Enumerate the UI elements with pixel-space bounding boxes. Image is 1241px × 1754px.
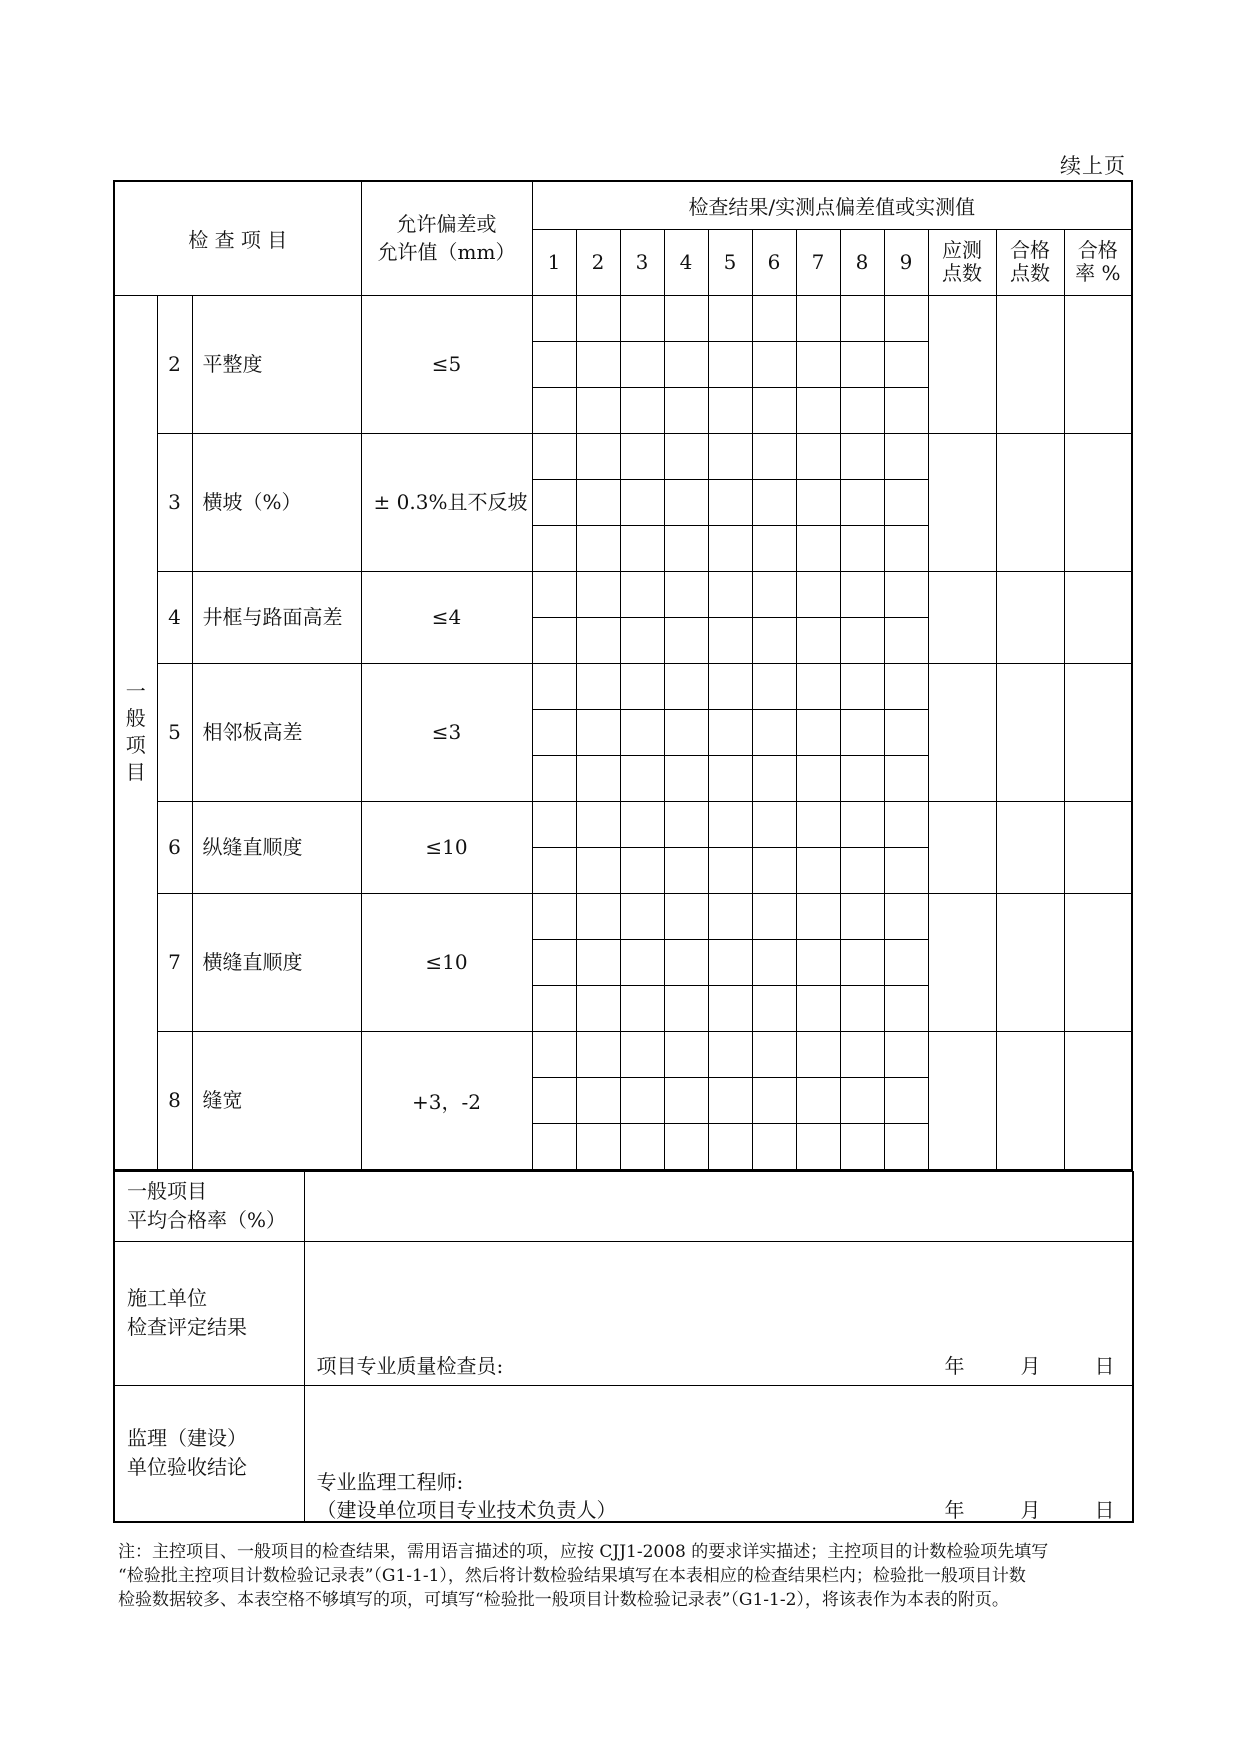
measurement-cell[interactable] xyxy=(796,571,840,617)
construction-line2: 检查评定结果 xyxy=(127,1315,247,1339)
item-tolerance: ≤3 xyxy=(361,663,532,801)
supervision-line1: 监理（建设） xyxy=(127,1426,247,1451)
avg-rate-value[interactable] xyxy=(304,1171,1133,1241)
measurement-cell[interactable] xyxy=(884,433,928,479)
measurement-cell[interactable] xyxy=(796,1031,840,1077)
table-row xyxy=(114,801,1132,847)
measurement-cell[interactable] xyxy=(532,1077,576,1123)
header-point-6: 6 xyxy=(752,229,796,295)
measurement-cell[interactable] xyxy=(576,755,620,801)
measurement-cell[interactable] xyxy=(752,847,796,893)
header-should-measure-line1: 应测 xyxy=(942,238,983,262)
engineer-month: 月 xyxy=(1020,1497,1041,1522)
measurement-cell[interactable] xyxy=(620,341,664,387)
measurement-cell[interactable] xyxy=(532,985,576,1031)
measurement-cell[interactable] xyxy=(884,663,928,709)
table-row xyxy=(114,1031,1132,1077)
header-tolerance-line1: 允许偏差或 xyxy=(396,212,497,237)
measurement-cell[interactable] xyxy=(576,571,620,617)
measurement-cell[interactable] xyxy=(840,1123,884,1170)
measurement-cell[interactable] xyxy=(532,571,576,617)
item-tolerance: ≤5 xyxy=(361,295,532,433)
measurement-cell[interactable] xyxy=(708,1077,752,1123)
measurement-cell[interactable] xyxy=(796,295,840,341)
measurement-cell[interactable] xyxy=(576,341,620,387)
header-point-1: 1 xyxy=(532,229,576,295)
header-qualified-points-line2: 点数 xyxy=(1010,261,1051,285)
qualified-points-cell[interactable] xyxy=(996,893,1064,1031)
measurement-cell[interactable] xyxy=(884,847,928,893)
footnote-line: “检验批主控项目计数检验记录表”（G1-1-1），然后将计数检验结果填写在本表相应的检查结果栏内；检验批一般项目计数 xyxy=(118,1566,1026,1586)
measurement-cell[interactable] xyxy=(532,525,576,571)
should-measure-cell[interactable] xyxy=(928,801,996,893)
item-tolerance: ≤10 xyxy=(361,893,532,1031)
measurement-cell[interactable] xyxy=(532,387,576,433)
measurement-cell[interactable] xyxy=(796,755,840,801)
qualified-points-cell[interactable] xyxy=(996,433,1064,571)
measurement-cell[interactable] xyxy=(840,479,884,525)
item-name: 缝宽 xyxy=(192,1031,361,1170)
group-label-char: 目 xyxy=(125,760,146,784)
header-tolerance-line2: 允许值（mm） xyxy=(377,240,516,265)
measurement-cell[interactable] xyxy=(708,663,752,709)
measurement-cell[interactable] xyxy=(620,433,664,479)
measurement-cell[interactable] xyxy=(796,479,840,525)
measurement-cell[interactable] xyxy=(708,985,752,1031)
measurement-cell[interactable] xyxy=(576,387,620,433)
measurement-cell[interactable] xyxy=(752,939,796,985)
measurement-cell[interactable] xyxy=(796,1077,840,1123)
header-qualified-rate-line1: 合格 xyxy=(1077,238,1118,262)
continued-label: 续上页 xyxy=(1060,154,1126,178)
measurement-cell[interactable] xyxy=(664,525,708,571)
measurement-cell[interactable] xyxy=(884,341,928,387)
item-number: 6 xyxy=(157,801,192,893)
measurement-cell[interactable] xyxy=(532,295,576,341)
header-qualified-points-line1: 合格 xyxy=(1010,238,1051,262)
avg-rate-line2: 平均合格率（%） xyxy=(127,1208,287,1232)
measurement-cell[interactable] xyxy=(796,985,840,1031)
engineer-year: 年 xyxy=(944,1497,965,1522)
measurement-cell[interactable] xyxy=(752,479,796,525)
measurement-cell[interactable] xyxy=(664,1031,708,1077)
header-qualified-rate-line2: 率 % xyxy=(1075,261,1121,285)
header-result: 检查结果/实测点偏差值或实测值 xyxy=(532,181,1132,229)
measurement-cell[interactable] xyxy=(752,755,796,801)
group-label xyxy=(114,295,157,1170)
measurement-cell[interactable] xyxy=(708,479,752,525)
measurement-cell[interactable] xyxy=(796,617,840,663)
measurement-cell[interactable] xyxy=(752,571,796,617)
should-measure-cell[interactable] xyxy=(928,663,996,801)
qualified-rate-cell[interactable] xyxy=(1064,893,1132,1031)
item-name: 纵缝直顺度 xyxy=(192,801,361,893)
measurement-cell[interactable] xyxy=(620,617,664,663)
inspector-label: 项目专业质量检查员: xyxy=(316,1353,504,1378)
measurement-cell[interactable] xyxy=(532,1031,576,1077)
measurement-cell[interactable] xyxy=(620,571,664,617)
header-point-3: 3 xyxy=(620,229,664,295)
item-tolerance: ± 0.3%且不反坡 xyxy=(361,433,532,571)
measurement-cell[interactable] xyxy=(576,893,620,939)
measurement-cell[interactable] xyxy=(708,847,752,893)
measurement-cell[interactable] xyxy=(576,985,620,1031)
measurement-cell[interactable] xyxy=(576,709,620,755)
measurement-cell[interactable] xyxy=(664,893,708,939)
measurement-cell[interactable] xyxy=(620,709,664,755)
item-number: 8 xyxy=(157,1031,192,1170)
measurement-cell[interactable] xyxy=(576,1123,620,1170)
inspection-table xyxy=(113,180,1133,1171)
inspector-month: 月 xyxy=(1020,1353,1041,1378)
measurement-cell[interactable] xyxy=(708,571,752,617)
measurement-cell[interactable] xyxy=(708,1123,752,1170)
measurement-cell[interactable] xyxy=(620,985,664,1031)
item-name: 井框与路面高差 xyxy=(192,571,361,663)
measurement-cell[interactable] xyxy=(884,479,928,525)
measurement-cell[interactable] xyxy=(884,709,928,755)
inspection-form xyxy=(113,180,1134,1523)
supervision-result[interactable] xyxy=(304,1385,1133,1522)
group-label-char: 项 xyxy=(125,733,146,757)
header-point-8: 8 xyxy=(840,229,884,295)
measurement-cell[interactable] xyxy=(664,985,708,1031)
measurement-cell[interactable] xyxy=(708,1031,752,1077)
measurement-cell[interactable] xyxy=(576,479,620,525)
header-should-measure-line2: 点数 xyxy=(942,261,983,285)
item-name: 横坡（%） xyxy=(192,433,361,571)
measurement-cell[interactable] xyxy=(664,479,708,525)
item-number: 5 xyxy=(157,663,192,801)
measurement-cell[interactable] xyxy=(840,571,884,617)
qualified-points-cell[interactable] xyxy=(996,571,1064,663)
measurement-cell[interactable] xyxy=(840,1077,884,1123)
measurement-cell[interactable] xyxy=(576,801,620,847)
measurement-cell[interactable] xyxy=(620,295,664,341)
measurement-cell[interactable] xyxy=(840,341,884,387)
measurement-cell[interactable] xyxy=(708,387,752,433)
measurement-cell[interactable] xyxy=(708,525,752,571)
measurement-cell[interactable] xyxy=(532,893,576,939)
measurement-cell[interactable] xyxy=(708,341,752,387)
measurement-cell[interactable] xyxy=(752,433,796,479)
item-number: 7 xyxy=(157,893,192,1031)
group-label-char: 一 xyxy=(125,679,146,703)
measurement-cell[interactable] xyxy=(884,525,928,571)
measurement-cell[interactable] xyxy=(532,801,576,847)
qualified-rate-cell[interactable] xyxy=(1064,571,1132,663)
measurement-cell[interactable] xyxy=(664,755,708,801)
measurement-cell[interactable] xyxy=(576,295,620,341)
measurement-cell[interactable] xyxy=(620,801,664,847)
item-number: 4 xyxy=(157,571,192,663)
item-number: 3 xyxy=(157,433,192,571)
measurement-cell[interactable] xyxy=(664,801,708,847)
measurement-cell[interactable] xyxy=(752,295,796,341)
header-point-9: 9 xyxy=(884,229,928,295)
measurement-cell[interactable] xyxy=(884,295,928,341)
measurement-cell[interactable] xyxy=(576,525,620,571)
measurement-cell[interactable] xyxy=(708,939,752,985)
supervision-label xyxy=(114,1385,304,1522)
measurement-cell[interactable] xyxy=(664,1077,708,1123)
measurement-cell[interactable] xyxy=(576,939,620,985)
measurement-cell[interactable] xyxy=(620,1077,664,1123)
measurement-cell[interactable] xyxy=(752,387,796,433)
measurement-cell[interactable] xyxy=(752,1031,796,1077)
supervision-line2: 单位验收结论 xyxy=(127,1455,247,1480)
measurement-cell[interactable] xyxy=(884,571,928,617)
item-name: 平整度 xyxy=(192,295,361,433)
measurement-cell[interactable] xyxy=(664,295,708,341)
measurement-cell[interactable] xyxy=(620,663,664,709)
measurement-cell[interactable] xyxy=(884,801,928,847)
measurement-cell[interactable] xyxy=(796,663,840,709)
measurement-cell[interactable] xyxy=(796,893,840,939)
measurement-cell[interactable] xyxy=(884,387,928,433)
measurement-cell[interactable] xyxy=(840,893,884,939)
measurement-cell[interactable] xyxy=(664,663,708,709)
measurement-cell[interactable] xyxy=(752,1077,796,1123)
measurement-cell[interactable] xyxy=(840,1031,884,1077)
construction-label xyxy=(114,1241,304,1385)
measurement-cell[interactable] xyxy=(532,939,576,985)
table-row xyxy=(114,893,1132,939)
measurement-cell[interactable] xyxy=(620,1123,664,1170)
measurement-cell[interactable] xyxy=(796,801,840,847)
measurement-cell[interactable] xyxy=(840,755,884,801)
table-row xyxy=(114,663,1132,709)
measurement-cell[interactable] xyxy=(796,1123,840,1170)
measurement-cell[interactable] xyxy=(620,847,664,893)
measurement-cell[interactable] xyxy=(752,341,796,387)
measurement-cell[interactable] xyxy=(840,433,884,479)
measurement-cell[interactable] xyxy=(840,939,884,985)
measurement-cell[interactable] xyxy=(708,295,752,341)
measurement-cell[interactable] xyxy=(620,479,664,525)
item-number: 2 xyxy=(157,295,192,433)
measurement-cell[interactable] xyxy=(840,847,884,893)
item-name: 横缝直顺度 xyxy=(192,893,361,1031)
item-tolerance: ≤10 xyxy=(361,801,532,893)
measurement-cell[interactable] xyxy=(708,801,752,847)
measurement-cell[interactable] xyxy=(884,755,928,801)
header-point-7: 7 xyxy=(796,229,840,295)
engineer-day: 日 xyxy=(1094,1497,1115,1522)
measurement-cell[interactable] xyxy=(532,433,576,479)
qualified-points-cell[interactable] xyxy=(996,295,1064,433)
measurement-cell[interactable] xyxy=(752,893,796,939)
measurement-cell[interactable] xyxy=(620,387,664,433)
table-row xyxy=(114,433,1132,479)
measurement-cell[interactable] xyxy=(796,433,840,479)
measurement-cell[interactable] xyxy=(796,387,840,433)
measurement-cell[interactable] xyxy=(708,709,752,755)
measurement-cell[interactable] xyxy=(796,939,840,985)
measurement-cell[interactable] xyxy=(752,985,796,1031)
should-measure-cell[interactable] xyxy=(928,571,996,663)
measurement-cell[interactable] xyxy=(664,387,708,433)
measurement-cell[interactable] xyxy=(840,801,884,847)
measurement-cell[interactable] xyxy=(884,893,928,939)
qualified-rate-cell[interactable] xyxy=(1064,1031,1132,1170)
measurement-cell[interactable] xyxy=(752,525,796,571)
qualified-points-cell[interactable] xyxy=(996,663,1064,801)
measurement-cell[interactable] xyxy=(664,433,708,479)
measurement-cell[interactable] xyxy=(532,755,576,801)
measurement-cell[interactable] xyxy=(796,341,840,387)
measurement-cell[interactable] xyxy=(884,1031,928,1077)
measurement-cell[interactable] xyxy=(664,617,708,663)
measurement-cell[interactable] xyxy=(708,755,752,801)
measurement-cell[interactable] xyxy=(664,571,708,617)
qualified-points-cell[interactable] xyxy=(996,1031,1064,1170)
measurement-cell[interactable] xyxy=(664,1123,708,1170)
measurement-cell[interactable] xyxy=(664,341,708,387)
avg-rate-label xyxy=(114,1171,304,1241)
measurement-cell[interactable] xyxy=(708,893,752,939)
measurement-cell[interactable] xyxy=(576,1077,620,1123)
measurement-cell[interactable] xyxy=(884,985,928,1031)
measurement-cell[interactable] xyxy=(752,709,796,755)
qualified-rate-cell[interactable] xyxy=(1064,433,1132,571)
measurement-cell[interactable] xyxy=(884,617,928,663)
item-tolerance: ≤4 xyxy=(361,571,532,663)
measurement-cell[interactable] xyxy=(576,847,620,893)
conclusion-table xyxy=(113,1171,1134,1524)
avg-rate-line1: 一般项目 xyxy=(127,1179,207,1203)
measurement-cell[interactable] xyxy=(532,617,576,663)
measurement-cell[interactable] xyxy=(884,939,928,985)
construction-result[interactable] xyxy=(304,1241,1133,1385)
measurement-cell[interactable] xyxy=(532,479,576,525)
measurement-cell[interactable] xyxy=(532,1123,576,1170)
header-qualified-rate xyxy=(1064,229,1132,295)
measurement-cell[interactable] xyxy=(576,617,620,663)
header-item: 检 查 项 目 xyxy=(114,181,361,295)
measurement-cell[interactable] xyxy=(840,387,884,433)
engineer-label: 专业监理工程师: xyxy=(316,1469,464,1494)
measurement-cell[interactable] xyxy=(752,801,796,847)
should-measure-cell[interactable] xyxy=(928,295,996,433)
qualified-points-cell[interactable] xyxy=(996,801,1064,893)
measurement-cell[interactable] xyxy=(576,1031,620,1077)
measurement-cell[interactable] xyxy=(752,663,796,709)
measurement-cell[interactable] xyxy=(840,663,884,709)
qualified-rate-cell[interactable] xyxy=(1064,295,1132,433)
header-should-measure xyxy=(928,229,996,295)
engineer-sub-label: （建设单位项目专业技术负责人） xyxy=(316,1497,617,1522)
measurement-cell[interactable] xyxy=(840,985,884,1031)
measurement-cell[interactable] xyxy=(532,709,576,755)
inspector-year: 年 xyxy=(944,1353,965,1378)
item-name: 相邻板高差 xyxy=(192,663,361,801)
header-point-4: 4 xyxy=(664,229,708,295)
measurement-cell[interactable] xyxy=(532,663,576,709)
measurement-cell[interactable] xyxy=(620,939,664,985)
measurement-cell[interactable] xyxy=(884,1077,928,1123)
measurement-cell[interactable] xyxy=(576,433,620,479)
footnote-line: 检验数据较多、本表空格不够填写的项，可填写“检验批一般项目计数检验记录表”（G1-1-2），将该表作为本表的附页。 xyxy=(118,1590,1009,1610)
measurement-cell[interactable] xyxy=(752,617,796,663)
construction-line1: 施工单位 xyxy=(127,1286,207,1310)
should-measure-cell[interactable] xyxy=(928,1031,996,1170)
should-measure-cell[interactable] xyxy=(928,433,996,571)
measurement-cell[interactable] xyxy=(532,341,576,387)
item-tolerance: +3，-2 xyxy=(361,1031,532,1170)
measurement-cell[interactable] xyxy=(840,295,884,341)
table-row xyxy=(114,571,1132,617)
qualified-rate-cell[interactable] xyxy=(1064,801,1132,893)
footnote-line: 注：主控项目、一般项目的检查结果，需用语言描述的项，应按 CJJ1-2008 的要求详实描述；主控项目的计数检验项先填写 xyxy=(118,1542,1049,1562)
header-qualified-points xyxy=(996,229,1064,295)
measurement-cell[interactable] xyxy=(796,525,840,571)
header-point-2: 2 xyxy=(576,229,620,295)
measurement-cell[interactable] xyxy=(796,847,840,893)
measurement-cell[interactable] xyxy=(664,847,708,893)
measurement-cell[interactable] xyxy=(620,525,664,571)
header-point-5: 5 xyxy=(708,229,752,295)
header-tolerance xyxy=(361,181,532,295)
measurement-cell[interactable] xyxy=(620,1031,664,1077)
measurement-cell[interactable] xyxy=(884,1123,928,1170)
measurement-cell[interactable] xyxy=(664,709,708,755)
group-label-char: 般 xyxy=(125,706,146,730)
measurement-cell[interactable] xyxy=(532,847,576,893)
measurement-cell[interactable] xyxy=(708,433,752,479)
measurement-cell[interactable] xyxy=(620,893,664,939)
measurement-cell[interactable] xyxy=(796,709,840,755)
measurement-cell[interactable] xyxy=(708,617,752,663)
table-row xyxy=(114,295,1132,341)
measurement-cell[interactable] xyxy=(840,525,884,571)
measurement-cell[interactable] xyxy=(840,709,884,755)
inspector-day: 日 xyxy=(1094,1353,1115,1378)
measurement-cell[interactable] xyxy=(620,755,664,801)
qualified-rate-cell[interactable] xyxy=(1064,663,1132,801)
measurement-cell[interactable] xyxy=(752,1123,796,1170)
measurement-cell[interactable] xyxy=(664,939,708,985)
measurement-cell[interactable] xyxy=(576,663,620,709)
should-measure-cell[interactable] xyxy=(928,893,996,1031)
measurement-cell[interactable] xyxy=(840,617,884,663)
footnote xyxy=(118,1540,1128,1612)
